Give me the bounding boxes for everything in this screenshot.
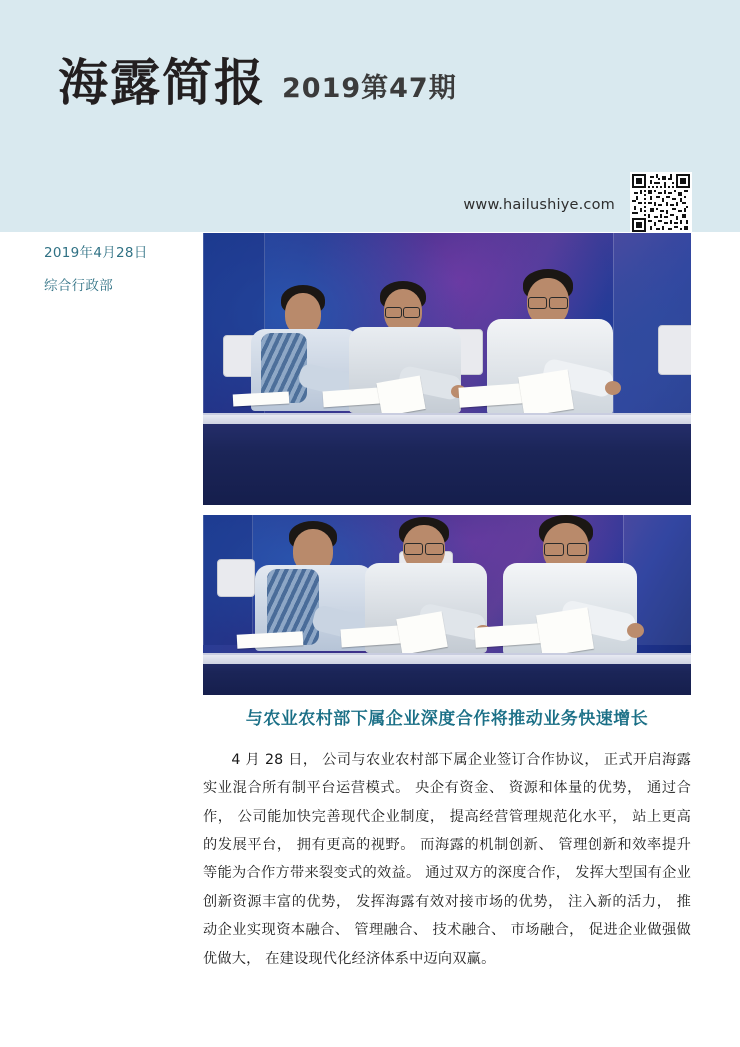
hand xyxy=(627,623,644,638)
header-band xyxy=(0,0,740,232)
conference-table xyxy=(203,653,691,695)
masthead xyxy=(58,54,457,112)
hand xyxy=(605,381,621,395)
document-paper xyxy=(536,607,594,657)
table-edge xyxy=(203,655,691,664)
issuing-department: 综合行政部 xyxy=(44,277,113,294)
table-edge xyxy=(203,415,691,424)
signing-ceremony-photo-closeup xyxy=(203,515,691,695)
website-url: www.hailushiye.com xyxy=(463,197,615,213)
glasses-left-lens xyxy=(528,297,547,309)
glasses-right-lens xyxy=(425,543,444,555)
glasses-right-lens xyxy=(549,297,568,309)
chair-back xyxy=(217,559,255,597)
conference-table xyxy=(203,413,691,505)
article-headline: 与农业农村部下属企业深度合作将推动业务快速增长 xyxy=(245,709,649,729)
article-body: 4 月 28 日， 公司与农业农村部下属企业签订合作协议， 正式开启海露实业混合所有制平台运营模式。 央企有资金、 资源和体量的优势， 通过合作， 公司能加快完善现代企业制度， 提高经营管理规范化水平， 站上更高的发展平台， 拥有更高的视野。 而海露的机制创新、 管理创新和效率提升等能为合作方带来裂变式的效益。 通过双方的深度合作， 发挥大型国有企业创新资源丰富的优势， 发挥海露有效对接市场的优势， 注入新的活力， 推动企业实现资本融合、 管理融合、 技术融合、 市场融合， 促进企业做强做优做大， 在建设现代化经济体系中迈向双赢。 xyxy=(203,751,691,967)
signing-ceremony-photo-wide xyxy=(203,233,691,505)
document-paper xyxy=(518,369,574,416)
qr-code-icon xyxy=(632,174,690,232)
issue-meta xyxy=(44,244,194,296)
chair-back xyxy=(658,325,691,375)
glasses-left-lens xyxy=(404,543,423,555)
glasses-left-lens xyxy=(385,307,402,318)
glasses-left-lens xyxy=(544,543,564,556)
qr-code xyxy=(630,172,692,234)
publication-title: 海露简报 xyxy=(58,54,266,112)
article xyxy=(203,708,691,973)
issue-date: 2019年4月28日 xyxy=(44,245,148,261)
glasses-right-lens xyxy=(403,307,420,318)
glasses-right-lens xyxy=(567,543,587,556)
issue-number: 2019第47期 xyxy=(282,73,457,104)
